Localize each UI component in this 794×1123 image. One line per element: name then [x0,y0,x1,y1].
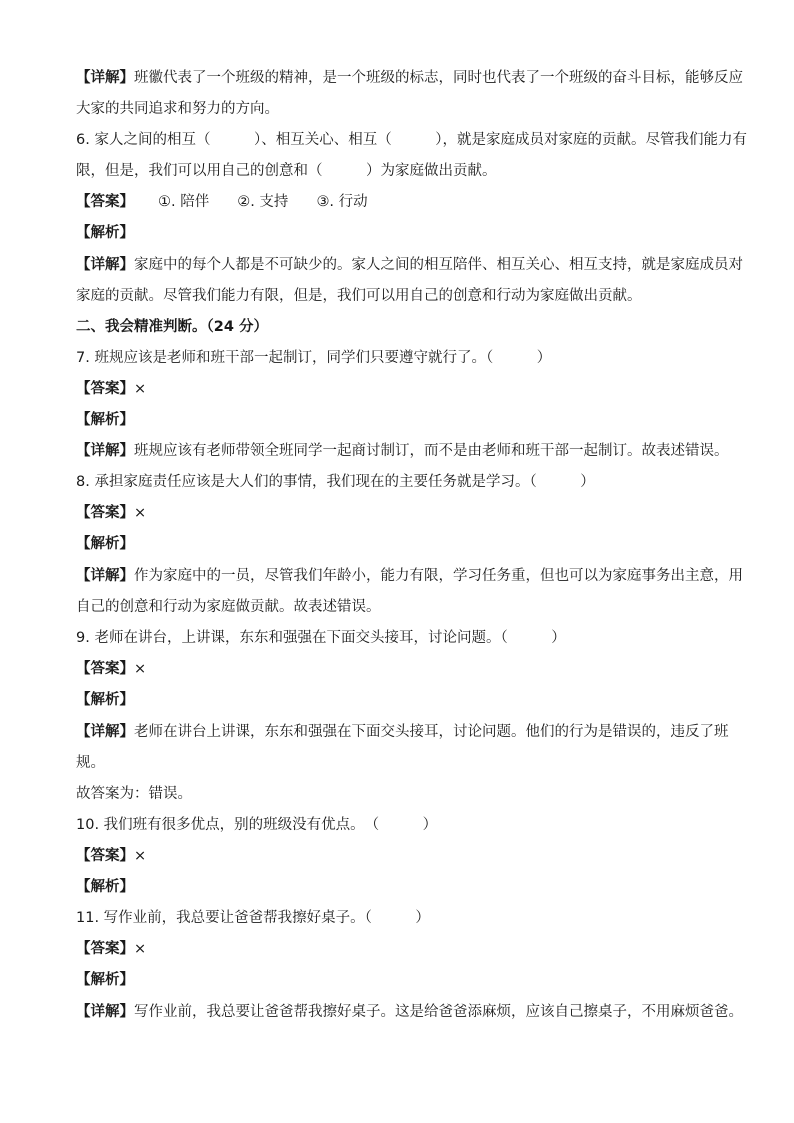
q9-stem: 9. 老师在讲台，上讲课，东东和强强在下面交头接耳，讨论问题。（ ） [76,630,566,646]
q7-stem: 7. 班规应该是老师和班干部一起制订，同学们只要遵守就行了。（ ） [76,350,552,366]
q8-stem: 8. 承担家庭责任应该是大人们的事情，我们现在的主要任务就是学习。（ ） [76,474,595,490]
answer-tag: 【答案】 [76,941,134,957]
q11-stem: 11. 写作业前，我总要让爸爸帮我擦好桌子。（ ） [76,910,430,926]
q8-answer [76,503,726,523]
q6-detail-line-1: 【详解】家庭中的每个人都是不可缺少的。家人之间的相互陪伴、相互关心、相互支持，就是家庭成员对 [76,257,743,273]
q8-detail-line-1: 【详解】作为家庭中的一员，尽管我们年龄小，能力有限，学习任务重，但也可以为家庭事务出主意，用 [76,568,743,584]
q10-analysis [76,877,726,897]
q9-detail-line-1: 【详解】老师在讲台上讲课，东东和强强在下面交头接耳，讨论问题。他们的行为是错误的，违反了班 [76,724,729,740]
analysis-tag: 【解析】 [76,879,134,895]
q11-analysis [76,970,726,990]
q6-stem-line-1: 6. 家人之间的相互（ ）、相互关心、相互（ ），就是家庭成员对家庭的贡献。尽管我们能力有 [76,132,747,148]
q9-conclusion: 故答案为：错误。 [76,786,192,802]
q6-answer-3: ③. 行动 [316,194,368,210]
q9-answer [76,659,726,679]
answer-tag: 【答案】 [76,848,134,864]
q10-answer [76,846,726,866]
section-heading: 二、我会精准判断。（24 分） [76,319,268,335]
q6-answer-1: ①. 陪伴 [158,194,210,210]
q7-analysis [76,410,726,430]
q8-analysis [76,534,726,554]
q8-detail-line-2: 自己的创意和行动为家庭做贡献。故表述错误。 [76,599,381,615]
detail-tag: 【详解】 [76,568,134,584]
q10-answer-value: × [134,848,147,864]
q7-detail: 【详解】班规应该有老师带领全班同学一起商讨制订，而不是由老师和班干部一起制订。故表述错误。 [76,443,729,459]
answer-tag: 【答案】 [76,381,134,397]
q9-analysis [76,690,726,710]
detail-tag: 【详解】 [76,724,134,740]
q10-stem: 10. 我们班有很多优点，别的班级没有优点。 （ ） [76,817,438,833]
q6-detail-line-2: 家庭的贡献。尽管我们能力有限，但是，我们可以用自己的创意和行动为家庭做出贡献。 [76,288,642,304]
q9-answer-value: × [134,661,147,677]
q6-analysis [76,223,726,243]
detail-tag: 【详解】 [76,257,134,273]
answer-tag: 【答案】 [76,661,134,677]
q6-stem-line-2: 限，但是，我们可以用自己的创意和（ ）为家庭做出贡献。 [76,163,497,179]
answer-tag: 【答案】 [76,194,134,210]
analysis-tag: 【解析】 [76,536,134,552]
answer-tag: 【答案】 [76,505,134,521]
detail-tag: 【详解】 [76,1004,134,1020]
analysis-tag: 【解析】 [76,972,134,988]
detail-tag: 【详解】 [76,70,134,86]
analysis-tag: 【解析】 [76,412,134,428]
q9-detail-line-2: 规。 [76,755,105,771]
q6-answer [76,192,726,212]
q11-answer-value: × [134,941,147,957]
q5-detail-line-2: 大家的共同追求和努力的方向。 [76,101,279,117]
q11-detail: 【详解】写作业前，我总要让爸爸帮我擦好桌子。这是给爸爸添麻烦，应该自己擦桌子，不用麻烦爸爸。 [76,1004,743,1020]
analysis-tag: 【解析】 [76,692,134,708]
q7-answer [76,379,726,399]
q11-answer [76,939,726,959]
q5-detail-line-1: 【详解】班徽代表了一个班级的精神，是一个班级的标志，同时也代表了一个班级的奋斗目标，能够反应 [76,70,743,86]
q6-answer-2: ②. 支持 [237,194,289,210]
analysis-tag: 【解析】 [76,225,134,241]
q8-answer-value: × [134,505,147,521]
q7-answer-value: × [134,381,147,397]
detail-tag: 【详解】 [76,443,134,459]
